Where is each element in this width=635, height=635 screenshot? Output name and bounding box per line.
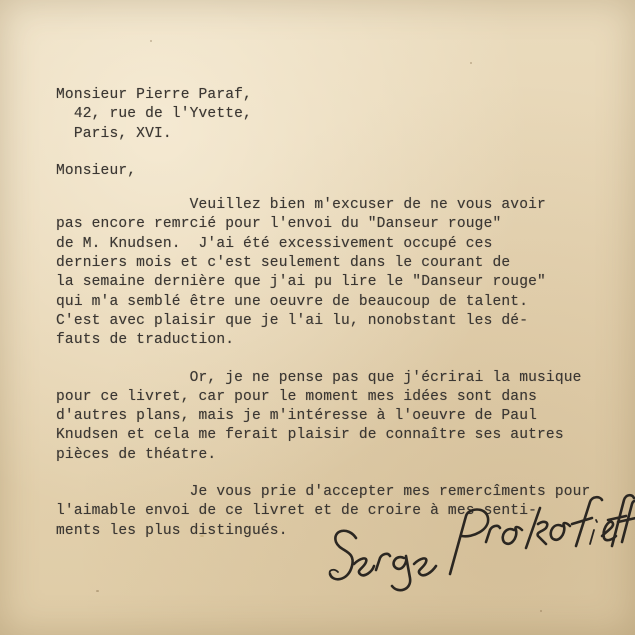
- paragraph-2: [56, 369, 628, 465]
- text-line: d'autres plans, mais je m'intéresse à l'oeuvre de Paul: [56, 408, 538, 425]
- address-line: Monsieur Pierre Paraf,: [56, 87, 252, 103]
- text-line: fauts de traduction.: [56, 332, 235, 349]
- signature-stroke: [503, 527, 522, 544]
- recipient-address: [56, 86, 628, 144]
- signature-stroke: [551, 523, 570, 540]
- text-line: Je vous prie d'accepter mes remercîments pour: [56, 484, 591, 501]
- signature-drawing: [326, 486, 635, 598]
- text-line: qui m'a semblé être une oeuvre de beaucoup de talent.: [56, 293, 529, 310]
- signature-stroke: [526, 508, 547, 548]
- signature-stroke: [376, 554, 390, 570]
- signature-stroke: [486, 526, 500, 542]
- text-line: derniers mois et c'est seulement dans le courant de: [56, 255, 511, 272]
- handwritten-signature: [326, 486, 635, 598]
- text-line: l'aimable envoi de ce livret et de croire à mes senti-: [56, 503, 538, 520]
- paper-speck: [540, 610, 542, 612]
- address-line: Paris, XVI.: [56, 125, 172, 142]
- signature-stroke: [590, 520, 597, 544]
- paragraph-1: [56, 196, 628, 350]
- text-line: Or, je ne pense pas que j'écrirai la musique: [56, 369, 582, 386]
- letter-body: [56, 86, 628, 541]
- signature-stroke: [618, 501, 635, 542]
- paper-speck: [150, 40, 152, 42]
- text-line: C'est avec plaisir que je l'ai lu, nonobstant les dé-: [56, 312, 529, 329]
- signature-stroke: [354, 558, 374, 575]
- paper-speck: [470, 62, 472, 64]
- signature-stroke: [414, 558, 436, 575]
- text-line: pas encore remrcié pour l'envoi du "Danseur rouge": [56, 216, 502, 233]
- paper-speck: [96, 590, 99, 592]
- text-line: la semaine dernière que j'ai pu lire le "Danseur rouge": [56, 274, 546, 291]
- signature-stroke: [450, 510, 488, 575]
- salutation: Monsieur,: [56, 162, 137, 179]
- text-line: Knudsen et cela me ferait plaisir de connaître ses autres: [56, 427, 564, 444]
- text-line: pour ce livret, car pour le moment mes idées sont dans: [56, 388, 538, 405]
- text-line: pièces de théatre.: [56, 446, 217, 463]
- text-line: ments les plus distingués.: [56, 522, 288, 539]
- text-line: Veuillez bien m'excuser de ne vous avoir: [56, 197, 546, 214]
- text-line: de M. Knudsen. J'ai été excessivement occupé ces: [56, 235, 493, 252]
- signature-stroke: [392, 556, 410, 590]
- signature-stroke: [330, 531, 356, 580]
- address-line: 42, rue de l'Yvette,: [56, 106, 252, 123]
